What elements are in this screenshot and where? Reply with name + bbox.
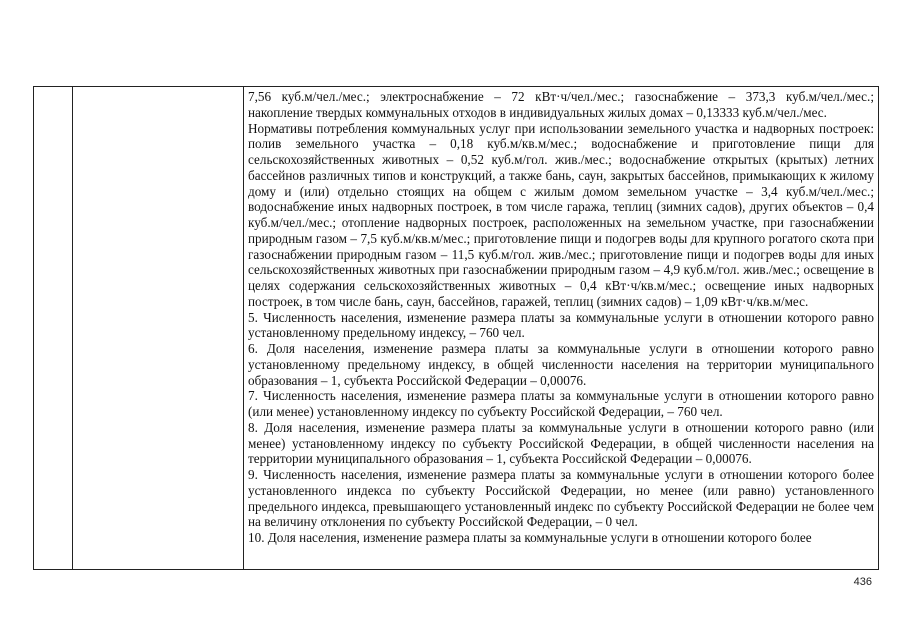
column-divider bbox=[243, 87, 244, 569]
page-number: 436 bbox=[853, 576, 872, 588]
paragraph-item-8: 8. Доля населения, изменение размера платы за коммунальные услуги в отношении которого равно (или менее) установленному индексу по субъекту Российской Федерации, в общей численности населения на территории муниципального образования – 1, субъекта Российской Федерации – 0,00076. bbox=[248, 419, 874, 467]
paragraph-item-5: 5. Численность населения, изменение размера платы за коммунальные услуги в отношении которого равно установленному предельному индексу, – 760 чел. bbox=[248, 309, 874, 341]
column-divider bbox=[72, 87, 73, 569]
paragraph-land-norms: Нормативы потребления коммунальных услуг при использовании земельного участка и надворных построек: полив земельного участка – 0,18 куб.м/кв.м/мес.; водоснабжение и приготовление пищи для сельскохозяйственных животных – 0,52 куб.м/гол. жив./мес.; водоснабжение открытых (крытых) летних бассейнов различных типов и конструкций, а также бань, саун, закрытых бассейнов, примыкающих к жилому дому и (или) отдельно стоящих на общем с жилым домом земельном участке – 3,4 куб.м/чел./мес.; водоснабжение иных надворных построек, в том числе гаража, теплиц (зимних садов), других объектов – 0,4 куб.м/чел./мес.; отопление надворных построек, расположенных на земельном участке, при газоснабжении природным газом – 7,5 куб.м/кв.м/мес.; приготовление пищи и подогрев воды для крупного рогатого скота при газоснабжении природным газом – 11,5 куб.м/гол. жив./мес.; приготовление пищи и подогрев воды для иных сельскохозяйственных животных при газоснабжении природным газом – 4,9 куб.м/гол. жив./мес.; освещение в целях содержания сельскохозяйственных животных – 0,4 кВт·ч/кв.м/мес.; освещение иных надворных построек, в том числе бань, саун, бассейнов, гаражей, теплиц (зимних садов) – 1,09 кВт·ч/кв.м/мес. bbox=[248, 120, 874, 309]
paragraph-item-7: 7. Численность населения, изменение размера платы за коммунальные услуги в отношении которого равно (или менее) установленному индексу по субъекту Российской Федерации, – 760 чел. bbox=[248, 388, 874, 419]
table-cell-text bbox=[248, 89, 874, 569]
table bbox=[33, 86, 879, 570]
paragraph-norms-continued: 7,56 куб.м/чел./мес.; электроснабжение – 72 кВт·ч/чел./мес.; газоснабжение – 373,3 куб.м/чел./мес.; накопление твердых коммунальных отходов в индивидуальных жилых домах – 0,13333 куб.м/чел./мес. bbox=[248, 89, 874, 120]
paragraph-item-6: 6. Доля населения, изменение размера платы за коммунальные услуги в отношении которого равно установленному предельному индексу, в общей численности населения на территории муниципального образования – 1, субъекта Российской Федерации – 0,00076. bbox=[248, 341, 874, 388]
paragraph-item-9: 9. Численность населения, изменение размера платы за коммунальные услуги в отношении которого более установленного индекса по субъекту Российской Федерации, но менее (или равно) установленного предельного индекса, превышающего установленный индекс по субъекту Российской Федерации не более чем на величину отклонения по субъекту Российской Федерации, – 0 чел. bbox=[248, 467, 874, 530]
paragraph-item-10: 10. Доля населения, изменение размера платы за коммунальные услуги в отношении которого более bbox=[248, 530, 812, 545]
